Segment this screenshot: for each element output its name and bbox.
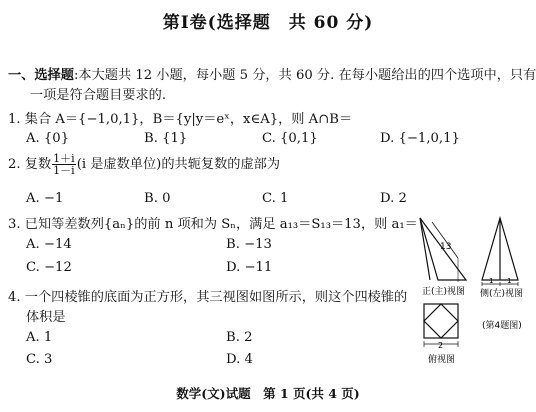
question-3-stem: 3. 已知等差数列{aₙ}的前 n 项和为 Sₙ，满足 a₁₃＝S₁₃＝13，则 a₁＝	[8, 217, 418, 232]
three-view-figure	[412, 212, 534, 382]
question-3-option-a: A. −14	[26, 237, 72, 252]
question-4-stem-1: 4. 一个四棱锥的底面为正方形，其三视图如图所示，则这个四棱锥的	[8, 290, 408, 305]
question-3-option-b: B. −13	[226, 237, 272, 252]
page-footer: 数学(文)试题 第 1 页(共 4 页)	[176, 386, 360, 401]
question-2-denominator: 1－i	[53, 164, 75, 177]
dimension-1a: 1	[489, 277, 494, 285]
question-2-option-c: C. 1	[262, 191, 289, 206]
page-title: 第Ⅰ卷(选择题 共 60 分)	[162, 13, 374, 33]
section-instruction	[8, 64, 536, 83]
question-1-option-a: A. {0}	[26, 131, 70, 146]
instruction-text-2: 一项是符合题目要求的.	[30, 88, 167, 103]
dimension-13: 13	[440, 242, 452, 252]
dimension-1b: 1	[507, 277, 512, 285]
question-2-numerator: 1＋i	[53, 152, 75, 165]
side-view-label: 侧(左)视图	[480, 289, 524, 299]
dimension-2: 2	[438, 341, 444, 350]
question-4-option-b: B. 2	[226, 330, 253, 345]
top-view-label: 俯视图	[428, 355, 456, 365]
front-view-label: 正(主)视图	[422, 287, 466, 297]
question-1-option-c: C. {0,1}	[262, 131, 318, 146]
side-view	[482, 218, 518, 286]
question-2-prefix: 2. 复数	[8, 157, 52, 172]
question-1-option-d: D. {−1,0,1}	[380, 131, 460, 146]
question-1-option-b: B. {1}	[144, 131, 188, 146]
question-3-option-c: C. −12	[26, 260, 72, 275]
figure-caption: (第4题图)	[482, 321, 522, 331]
section-label: 一、选择题	[8, 68, 74, 83]
question-4-option-d: D. 4	[226, 352, 253, 367]
instruction-text-1: :本大题共 12 小题，每小题 5 分，共 60 分. 在每小题给出的四个选项中，只有	[73, 68, 536, 83]
question-2-fraction	[52, 153, 76, 176]
question-2-suffix: (i 是虚数单位)的共轭复数的虚部为	[76, 157, 281, 172]
question-4-option-c: C. 3	[26, 352, 53, 367]
question-4-option-a: A. 1	[26, 330, 53, 345]
question-2-stem	[8, 153, 280, 176]
question-2-option-b: B. 0	[144, 191, 171, 206]
question-3-option-d: D. −11	[226, 260, 273, 275]
question-4-stem-2: 体积是	[26, 310, 66, 325]
question-2-option-a: A. −1	[26, 191, 64, 206]
question-1-stem: 1. 集合 A＝{−1,0,1}，B＝{y|y＝eˣ，x∈A}，则 A∩B＝	[8, 112, 353, 127]
question-2-option-d: D. 2	[380, 191, 407, 206]
